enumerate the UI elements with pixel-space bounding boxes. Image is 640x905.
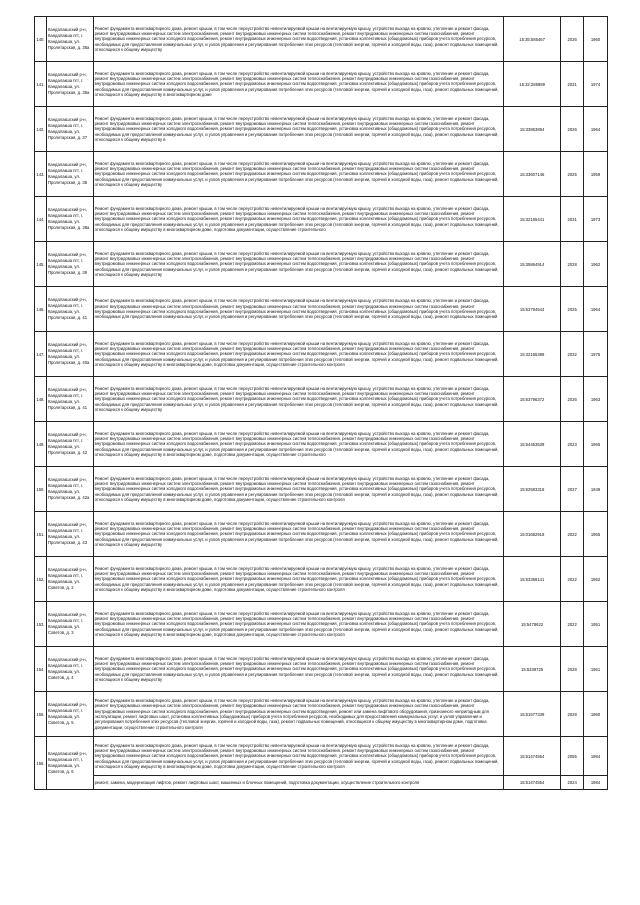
- row-cadastral-number: [503, 377, 560, 422]
- row-year-repair-text: 2022: [567, 576, 577, 582]
- row-cadastral-number: [503, 647, 560, 692]
- row-cadastral-number: [503, 776, 560, 790]
- row-address: Кандалакшский р-н, Кандалакша пгт, г. Кандалакша, ул. Советов, д. 6: [46, 737, 93, 790]
- row-year-built-text: 1965: [590, 441, 601, 447]
- row-cadastral-number: [503, 557, 560, 602]
- row-address: Кандалакшский р-н, Кандалакша пгт, г. Кандалакша, ул. Пролетарская, д. 35а: [46, 17, 93, 62]
- row-number: [35, 62, 47, 107]
- row-works: Ремонт фундамента многоквартирного дома, ремонт крыши, в том числе переустройство невентилируемой крыши на вентилируемую крышу, устройство выхода на кровлю, утепление и ремонт фасада, ремонт внутридомовых инженерных систем электроснабжения, ремонт внутридомовых инженерных систем теплоснабжения, ремонт внутридомовых инженерных систем газоснабжения, ремонт внутридомовых инженерных систем холодного водоснабжения, ремонт внутридомовых инженерных систем водоотведения, установка коллективных (общедомовых) приборов учета потребления ресурсов, необходимых для предоставления коммунальных услуг, и узлов управления и регулирования потребления этих ресурсов (тепловой энергии, горячей и холодной воды, газа), ремонт подвальных помещений, относящихся к общему имуществу в многоквартирном доме: [93, 62, 503, 107]
- row-year-repair: [561, 647, 584, 692]
- row-year-repair: [561, 467, 584, 512]
- table-row: [35, 17, 608, 62]
- row-works: Ремонт фундамента многоквартирного дома, ремонт крыши, в том числе переустройство невентилируемой крыши на вентилируемую крышу, устройство выхода на кровлю, утепление и ремонт фасада, ремонт внутридомовых инженерных систем электроснабжения, ремонт внутридомовых инженерных систем теплоснабжения, ремонт внутридомовых инженерных систем газоснабжения, ремонт внутридомовых инженерных систем холодного водоснабжения, ремонт внутридомовых инженерных систем водоотведения, установка коллективных (общедомовых) приборов учета потребления ресурсов, необходимых для предоставления коммунальных услуг, и узлов управления и регулирования потребления этих ресурсов (тепловой энергии, горячей и холодной воды, газа), ремонт подвальных помещений, относящихся к общему имуществу в многоквартирном доме, подготовка документации, осуществление строительного контроля: [93, 737, 503, 776]
- row-address: Кандалакшский р-н, Кандалакша пгт, г. Кандалакша, ул. Пролетарская, д. 41: [46, 287, 93, 332]
- row-number-text: 156.: [36, 760, 45, 766]
- row-year-built-text: 1961: [590, 666, 601, 672]
- table-row: [35, 287, 608, 332]
- row-year-repair-text: 2031: [567, 81, 577, 87]
- row-year-built: [584, 242, 608, 287]
- row-number: [35, 287, 47, 332]
- row-works: Ремонт фундамента многоквартирного дома, ремонт крыши, в том числе переустройство невентилируемой крыши на вентилируемую крышу, устройство выхода на кровлю, утепление и ремонт фасада, ремонт внутридомовых инженерных систем электроснабжения, ремонт внутридомовых инженерных систем теплоснабжения, ремонт внутридомовых инженерных систем газоснабжения, ремонт внутридомовых инженерных систем холодного водоснабжения, ремонт внутридомовых инженерных систем водоотведения, установка коллективных (общедомовых) приборов учета потребления ресурсов, необходимых для предоставления коммунальных услуг, и узлов управления и регулирования потребления этих ресурсов (тепловой энергии, горячей и холодной воды, газа), ремонт подвальных помещений, относящихся к общему имуществу: [93, 242, 503, 287]
- row-number: [35, 692, 47, 737]
- row-works: Ремонт фундамента многоквартирного дома, ремонт крыши, в том числе переустройство невентилируемой крыши на вентилируемую крышу, устройство выхода на кровлю, утепление и ремонт фасада, ремонт внутридомовых инженерных систем электроснабжения, ремонт внутридомовых инженерных систем теплоснабжения, ремонт внутридомовых инженерных систем газоснабжения, ремонт внутридомовых инженерных систем холодного водоснабжения, ремонт внутридомовых инженерных систем водоотведения, установка коллективных (общедомовых) приборов учета потребления ресурсов, необходимых для предоставления коммунальных услуг, и узлов управления и регулирования потребления этих ресурсов (тепловой энергии, горячей и холодной воды, газа), ремонт подвальных помещений, относящихся к общему имуществу в многоквартирном доме, подготовка документации, осуществление строительного контроля: [93, 557, 503, 602]
- row-works: Ремонт фундамента многоквартирного дома, ремонт крыши, в том числе переустройство невентилируемой крыши на вентилируемую крышу, устройство выхода на кровлю, утепление и ремонт фасада, ремонт внутридомовых инженерных систем электроснабжения, ремонт внутридомовых инженерных систем теплоснабжения, ремонт внутридомовых инженерных систем газоснабжения, ремонт внутридомовых инженерных систем холодного водоснабжения, ремонт внутридомовых инженерных систем водоотведения, установка коллективных (общедомовых) приборов учета потребления ресурсов, необходимых для предоставления коммунальных услуг, и узлов управления и регулирования потребления этих ресурсов (тепловой энергии, горячей и холодной воды, газа), ремонт подвальных помещений, относящихся к общему имуществу: [93, 377, 503, 422]
- row-works: ремонт, замена, модернизация лифтов, ремонт лифтовых шахт, машинных и блочных помещений, подготовка документации, осуществление строительного контроля: [93, 776, 503, 790]
- row-cadastral-number: [503, 62, 560, 107]
- row-number-text: 144.: [36, 216, 45, 222]
- row-year-built: [584, 557, 608, 602]
- row-year-built-text: 1960: [590, 711, 601, 717]
- row-year-built: [584, 647, 608, 692]
- table-row: [35, 512, 608, 557]
- row-year-repair: [561, 332, 584, 377]
- row-cadastral-number-text: 15:33863894: [519, 126, 545, 132]
- row-year-repair-text: 2025: [567, 171, 577, 177]
- row-year-repair-text: 2023: [567, 441, 577, 447]
- table-row: [35, 62, 608, 107]
- row-cadastral-number-text: 15:35:585467: [519, 36, 545, 42]
- row-year-repair: [561, 62, 584, 107]
- row-number-text: 142.: [36, 126, 45, 132]
- row-cadastral-number-text: 15:32165398: [519, 351, 545, 357]
- row-number-text: 151.: [36, 531, 45, 537]
- row-year-repair: [561, 737, 584, 776]
- table-row: [35, 737, 608, 776]
- row-year-repair-text: 2026: [567, 36, 577, 42]
- row-year-repair-text: 2028: [567, 711, 577, 717]
- row-cadastral-number: [503, 602, 560, 647]
- row-number-text: 140.: [36, 36, 45, 42]
- row-year-repair: [561, 776, 584, 790]
- capital-repair-register-table: [34, 16, 608, 790]
- row-year-built-text: 1949: [590, 486, 601, 492]
- row-number-text: 148.: [36, 396, 45, 402]
- row-number-text: 149.: [36, 441, 45, 447]
- table-row: [35, 692, 608, 737]
- row-cadastral-number: [503, 422, 560, 467]
- table-row: [35, 602, 608, 647]
- row-year-built: [584, 332, 608, 377]
- row-works: Ремонт фундамента многоквартирного дома, ремонт крыши, в том числе переустройство невентилируемой крыши на вентилируемую крышу, устройство выхода на кровлю, утепление и ремонт фасада, ремонт внутридомовых инженерных систем электроснабжения, ремонт внутридомовых инженерных систем теплоснабжения, ремонт внутридомовых инженерных систем газоснабжения, ремонт внутридомовых инженерных систем холодного водоснабжения, ремонт внутридомовых инженерных систем водоотведения, установка коллективных (общедомовых) приборов учета потребления ресурсов, необходимых для предоставления коммунальных услуг, и узлов управления и регулирования потребления этих ресурсов (тепловой энергии, горячей и холодной воды, газа), ремонт подвальных помещений, относящихся к общему имуществу в многоквартирном доме, подготовка документации, осуществление строительного контроля: [93, 467, 503, 512]
- row-year-repair-text: 2022: [567, 621, 577, 627]
- row-year-built-text: 1962: [590, 576, 601, 582]
- row-year-built: [584, 776, 608, 790]
- row-year-repair-text: 2026: [567, 126, 577, 132]
- row-address: Кандалакшский р-н, Кандалакша пгт, г. Кандалакша, ул. Пролетарская, д. 42а: [46, 467, 93, 512]
- row-cadastral-number-text: 15:32165441: [519, 216, 545, 222]
- row-year-repair: [561, 17, 584, 62]
- row-address: Кандалакшский р-н, Кандалакша пгт, г. Кандалакша, ул. Советов, д. 3: [46, 602, 93, 647]
- row-cadastral-number: [503, 692, 560, 737]
- table-row: [35, 107, 608, 152]
- row-year-built: [584, 467, 608, 512]
- row-works: Ремонт фундамента многоквартирного дома, ремонт крыши, в том числе переустройство невентилируемой крыши на вентилируемую крышу, устройство выхода на кровлю, утепление и ремонт фасада, ремонт внутридомовых инженерных систем электроснабжения, ремонт внутридомовых инженерных систем теплоснабжения, ремонт внутридомовых инженерных систем газоснабжения, ремонт внутридомовых инженерных систем холодного водоснабжения, ремонт внутридомовых инженерных систем водоотведения, установка коллективных (общедомовых) приборов учета потребления ресурсов, необходимых для предоставления коммунальных услуг, и узлов управления и регулирования потребления этих ресурсов (тепловой энергии, горячей и холодной воды, газа), ремонт подвальных помещений, относящихся к общему имуществу в многоквартирном доме, подготовка документации, осуществление строительного: [93, 197, 503, 242]
- row-address: Кандалакшский р-н, Кандалакша пгт, г. Кандалакша, ул. Пролетарская, д. 38а: [46, 197, 93, 242]
- row-year-built: [584, 152, 608, 197]
- row-works: Ремонт фундамента многоквартирного дома, ремонт крыши, в том числе переустройство невентилируемой крыши на вентилируемую крышу, устройство выхода на кровлю, утепление и ремонт фасада, ремонт внутридомовых инженерных систем электроснабжения, ремонт внутридомовых инженерных систем теплоснабжения, ремонт внутридомовых инженерных систем газоснабжения, ремонт внутридомовых инженерных систем холодного водоснабжения, ремонт внутридомовых инженерных систем водоотведения, установка коллективных (общедомовых) приборов учета потребления ресурсов, необходимых для предоставления коммунальных услуг, и узлов управления и регулирования потребления этих ресурсов (тепловой энергии, горячей и холодной воды, газа), ремонт подвальных помещений, относящихся к общему имуществу: [93, 17, 503, 62]
- row-number-text: 145.: [36, 261, 45, 267]
- row-cadastral-number-text: 15:33607146: [519, 171, 545, 177]
- row-year-built: [584, 62, 608, 107]
- row-year-built-text: 1962: [590, 261, 601, 267]
- row-year-built-text: 1963: [590, 396, 601, 402]
- row-number: [35, 242, 47, 287]
- row-address: Кандалакшский р-н, Кандалакша пгт, г. Кандалакша, ул. Пролетарская, д. 42: [46, 422, 93, 467]
- row-cadastral-number: [503, 512, 560, 557]
- row-number-text: 146.: [36, 306, 45, 312]
- row-cadastral-number-text: 15:51474554: [519, 753, 545, 759]
- row-year-repair: [561, 602, 584, 647]
- row-year-built-text: 1975: [590, 351, 601, 357]
- row-number: [35, 377, 47, 422]
- row-year-repair-text: 2028: [567, 666, 577, 672]
- row-year-repair: [561, 557, 584, 602]
- row-number-text: 141.: [36, 81, 45, 87]
- row-address: Кандалакшский р-н, Кандалакша пгт, г. Кандалакша, ул. Пролетарская, д. 37: [46, 107, 93, 152]
- table-row: [35, 776, 608, 790]
- row-number: [35, 197, 47, 242]
- row-year-built: [584, 197, 608, 242]
- row-number: [35, 107, 47, 152]
- row-number-text: 147.: [36, 351, 45, 357]
- row-number-text: 143.: [36, 171, 45, 177]
- row-year-repair-text: 2026: [567, 396, 577, 402]
- row-number: [35, 737, 47, 790]
- row-cadastral-number-text: 15:35864914: [519, 261, 545, 267]
- row-year-repair: [561, 152, 584, 197]
- row-cadastral-number-text: 15:63796372: [519, 396, 545, 402]
- row-year-built-text: 1960: [590, 36, 601, 42]
- row-address: Кандалакшский р-н, Кандалакша пгт, г. Кандалакша, ул. Пролетарская, д. 41: [46, 377, 93, 422]
- row-works: Ремонт фундамента многоквартирного дома, ремонт крыши, в том числе переустройство невентилируемой крыши на вентилируемую крышу, устройство выхода на кровлю, утепление и ремонт фасада, ремонт внутридомовых инженерных систем электроснабжения, ремонт внутридомовых инженерных систем теплоснабжения, ремонт внутридомовых инженерных систем газоснабжения, ремонт внутридомовых инженерных систем холодного водоснабжения, ремонт внутридомовых инженерных систем водоотведения, установка коллективных (общедомовых) приборов учета потребления ресурсов, необходимых для предоставления коммунальных услуг, и узлов управления и регулирования потребления этих ресурсов (тепловой энергии, горячей и холодной воды, газа), ремонт подвальных помещений: [93, 287, 503, 332]
- row-cadastral-number-text: 15:53368141: [519, 576, 545, 582]
- row-address: Кандалакшский р-н, Кандалакша пгт, г. Кандалакша, ул. Советов, д. 5: [46, 692, 93, 737]
- row-year-built: [584, 602, 608, 647]
- row-year-repair-text: 2028: [567, 261, 577, 267]
- row-cadastral-number: [503, 332, 560, 377]
- row-number-text: 152.: [36, 576, 45, 582]
- row-number: [35, 332, 47, 377]
- row-year-repair: [561, 377, 584, 422]
- row-cadastral-number-text: 15:01682918: [519, 531, 545, 537]
- row-number: [35, 647, 47, 692]
- row-address: Кандалакшский р-н, Кандалакша пгт, г. Кандалакша, ул. Пролетарская, д. 38: [46, 152, 93, 197]
- row-cadastral-number-text: 15:5478622: [521, 621, 544, 627]
- row-cadastral-number: [503, 737, 560, 776]
- row-cadastral-number-text: 15:54453539: [519, 441, 545, 447]
- table-row: [35, 377, 608, 422]
- row-works: Ремонт фундамента многоквартирного дома, ремонт крыши, в том числе переустройство невентилируемой крыши на вентилируемую крышу, устройство выхода на кровлю, утепление и ремонт фасада, ремонт внутридомовых инженерных систем электроснабжения, ремонт внутридомовых инженерных систем теплоснабжения, ремонт внутридомовых инженерных систем газоснабжения, ремонт внутридомовых инженерных систем холодного водоснабжения, ремонт внутридомовых инженерных систем водоотведения, установка коллективных (общедомовых) приборов учета потребления ресурсов, необходимых для предоставления коммунальных услуг, и узлов управления и регулирования потребления этих ресурсов (тепловой энергии, горячей и холодной воды, газа), ремонт подвальных помещений, относящихся к общему имуществу: [93, 647, 503, 692]
- table-row: [35, 332, 608, 377]
- row-works: Ремонт фундамента многоквартирного дома, ремонт крыши, в том числе переустройство невентилируемой крыши на вентилируемую крышу, устройство выхода на кровлю, утепление и ремонт фасада, ремонт внутридомовых инженерных систем электроснабжения, ремонт внутридомовых инженерных систем теплоснабжения, ремонт внутридомовых инженерных систем газоснабжения, ремонт внутридомовых инженерных систем холодного водоснабжения, ремонт внутридомовых инженерных систем водоотведения, установка коллективных (общедомовых) приборов учета потребления ресурсов, необходимых для предоставления коммунальных услуг, и узлов управления и регулирования потребления этих ресурсов (тепловой энергии, горячей и холодной воды, газа), ремонт подвальных помещений, относящихся к общему имуществу в: [93, 107, 503, 152]
- row-year-built: [584, 377, 608, 422]
- row-year-built: [584, 107, 608, 152]
- row-cadastral-number: [503, 242, 560, 287]
- row-year-built-text: 1984: [590, 780, 601, 785]
- row-number-text: 155.: [36, 711, 45, 717]
- row-works: Ремонт фундамента многоквартирного дома, ремонт крыши, в том числе переустройство невентилируемой крыши на вентилируемую крышу, устройство выхода на кровлю, утепление и ремонт фасада, ремонт внутридомовых инженерных систем электроснабжения, ремонт внутридомовых инженерных систем теплоснабжения, ремонт внутридомовых инженерных систем газоснабжения, ремонт внутридомовых инженерных систем холодного водоснабжения, ремонт внутридомовых инженерных систем водоотведения, установка коллективных (общедомовых) приборов учета потребления ресурсов, необходимых для предоставления коммунальных услуг, и узлов управления и регулирования потребления этих ресурсов (тепловой энергии, горячей и холодной воды, газа), ремонт подвальных помещений, относящихся к общему имуществу в многоквартирном доме, подготовка документации, осуществление строительного контроля: [93, 332, 503, 377]
- row-year-built-text: 1984: [590, 753, 601, 759]
- row-address: Кандалакшский р-н, Кандалакша пгт, г. Кандалакша, ул. Пролетарская, д. 39: [46, 242, 93, 287]
- row-year-built: [584, 737, 608, 776]
- row-year-built-text: 1964: [590, 126, 601, 132]
- row-year-repair-text: 2055: [567, 753, 577, 759]
- row-year-repair-text: 2031: [567, 216, 577, 222]
- row-year-repair: [561, 242, 584, 287]
- row-year-repair: [561, 422, 584, 467]
- table-row: [35, 152, 608, 197]
- row-address: Кандалакшский р-н, Кандалакша пгт, г. Кандалакша, ул. Советов, д. 2: [46, 557, 93, 602]
- row-year-built: [584, 17, 608, 62]
- row-year-built-text: 1973: [590, 216, 601, 222]
- row-cadastral-number: [503, 197, 560, 242]
- table-row: [35, 647, 608, 692]
- row-year-repair-text: 2027: [567, 486, 577, 492]
- row-cadastral-number: [503, 287, 560, 332]
- row-year-built: [584, 512, 608, 557]
- row-year-repair: [561, 197, 584, 242]
- row-address: Кандалакшский р-н, Кандалакша пгт, г. Кандалакша, ул. Пролетарская, д. 43: [46, 512, 93, 557]
- row-number-text: 154.: [36, 666, 45, 672]
- row-address: Кандалакшский р-н, Кандалакша пгт, г. Кандалакша, ул. Пролетарская, д. 36а: [46, 62, 93, 107]
- row-year-repair-text: 2025: [567, 306, 577, 312]
- row-number-text: 150.: [36, 486, 45, 492]
- register-table-body: [35, 17, 608, 790]
- row-works: Ремонт фундамента многоквартирного дома, ремонт крыши, в том числе переустройство невентилируемой крыши на вентилируемую крышу, устройство выхода на кровлю, утепление и ремонт фасада, ремонт внутридомовых инженерных систем электроснабжения, ремонт внутридомовых инженерных систем теплоснабжения, ремонт внутридомовых инженерных систем газоснабжения, ремонт внутридомовых инженерных систем холодного водоснабжения, ремонт внутридомовых инженерных систем водоотведения, установка коллективных (общедомовых) приборов учета потребления ресурсов, необходимых для предоставления коммунальных услуг, и узлов управления и регулирования потребления этих ресурсов (тепловой энергии, горячей и холодной воды, газа), ремонт подвальных помещений, относящихся к общему имуществу: [93, 152, 503, 197]
- row-works: Ремонт фундамента многоквартирного дома, ремонт крыши, в том числе переустройство невентилируемой крыши на вентилируемую крышу, устройство выхода на кровлю, утепление и ремонт фасада, ремонт внутридомовых инженерных систем электроснабжения, ремонт внутридомовых инженерных систем теплоснабжения, ремонт внутридомовых инженерных систем газоснабжения, ремонт внутридомовых инженерных систем холодного водоснабжения, ремонт внутридомовых инженерных систем водоотведения, установка коллективных (общедомовых) приборов учета потребления ресурсов, необходимых для предоставления коммунальных услуг, и узлов управления и регулирования потребления этих ресурсов (тепловой энергии, горячей и холодной воды, газа), ремонт подвальных помещений, относящихся к общему имуществу в многоквартирном доме, подготовка документации, осуществление строительного: [93, 422, 503, 467]
- table-row: [35, 197, 608, 242]
- table-row: [35, 242, 608, 287]
- row-number: [35, 17, 47, 62]
- row-year-repair-text: 2022: [567, 531, 577, 537]
- row-number: [35, 467, 47, 512]
- row-number: [35, 152, 47, 197]
- row-address: Кандалакшский р-н, Кандалакша пгт, г. Кандалакша, ул. Советов, д. 4: [46, 647, 93, 692]
- row-number: [35, 602, 47, 647]
- row-cadastral-number: [503, 467, 560, 512]
- row-year-repair: [561, 512, 584, 557]
- row-year-repair: [561, 107, 584, 152]
- row-cadastral-number: [503, 107, 560, 152]
- row-address: Кандалакшский р-н, Кандалакша пгт, г. Кандалакша, ул. Пролетарская, д. 40а: [46, 332, 93, 377]
- row-number: [35, 512, 47, 557]
- row-cadastral-number: [503, 17, 560, 62]
- row-year-repair-text: 2024: [567, 780, 577, 785]
- row-works: Ремонт фундамента многоквартирного дома, ремонт крыши, в том числе переустройство невентилируемой крыши на вентилируемую крышу, устройство выхода на кровлю, утепление и ремонт фасада, ремонт внутридомовых инженерных систем электроснабжения, ремонт внутридомовых инженерных систем теплоснабжения, ремонт внутридомовых инженерных систем газоснабжения, ремонт внутридомовых инженерных систем холодного водоснабжения, ремонт внутридомовых инженерных систем водоотведения, ремонт или замена лифтового оборудования, признанного непригодным для эксплуатации, ремонт лифтовых шахт, установка коллективных (общедомовых) приборов учета потребления ресурсов, необходимых для предоставления коммунальных услуг, и узлов управления и регулирования потребления этих ресурсов (тепловой энергии, горячей и холодной воды, газа), ремонт подвальных помещений, относящихся к общему имуществу в многоквартирном доме, подготовка документации, осуществление строительного контроля: [93, 692, 503, 737]
- row-year-repair: [561, 692, 584, 737]
- row-year-built-text: 1951: [590, 621, 601, 627]
- row-year-built-text: 1965: [590, 531, 601, 537]
- table-row: [35, 467, 608, 512]
- row-cadastral-number: [503, 152, 560, 197]
- row-number: [35, 422, 47, 467]
- row-works: Ремонт фундамента многоквартирного дома, ремонт крыши, в том числе переустройство невентилируемой крыши на вентилируемую крышу, устройство выхода на кровлю, утепление и ремонт фасада, ремонт внутридомовых инженерных систем электроснабжения, ремонт внутридомовых инженерных систем теплоснабжения, ремонт внутридомовых инженерных систем газоснабжения, ремонт внутридомовых инженерных систем холодного водоснабжения, ремонт внутридомовых инженерных систем водоотведения, установка коллективных (общедомовых) приборов учета потребления ресурсов, необходимых для предоставления коммунальных услуг, и узлов управления и регулирования потребления этих ресурсов (тепловой энергии, горячей и холодной воды, газа), ремонт подвальных помещений, относящихся к общему имуществу в многоквартирном доме, подготовка документации, осуществление строительного контроля: [93, 602, 503, 647]
- row-cadastral-number-text: 15:53794544: [519, 306, 545, 312]
- row-cadastral-number-text: 15:62583316: [519, 486, 545, 492]
- table-row: [35, 557, 608, 602]
- row-year-repair: [561, 287, 584, 332]
- row-year-built: [584, 287, 608, 332]
- row-works: Ремонт фундамента многоквартирного дома, ремонт крыши, в том числе переустройство невентилируемой крыши на вентилируемую крышу, устройство выхода на кровлю, утепление и ремонт фасада, ремонт внутридомовых инженерных систем электроснабжения, ремонт внутридомовых инженерных систем теплоснабжения, ремонт внутридомовых инженерных систем газоснабжения, ремонт внутридомовых инженерных систем холодного водоснабжения, ремонт внутридомовых инженерных систем водоотведения, установка коллективных (общедомовых) приборов учета потребления ресурсов, необходимых для предоставления коммунальных услуг, и узлов управления и регулирования потребления этих ресурсов (тепловой энергии, горячей и холодной воды, газа), ремонт подвальных помещений, относящихся к общему имуществу: [93, 512, 503, 557]
- row-year-built: [584, 692, 608, 737]
- row-year-built-text: 1974: [590, 81, 601, 87]
- row-cadastral-number-text: 15:51474554: [519, 780, 545, 785]
- row-cadastral-number-text: 15:51577339: [519, 711, 545, 717]
- row-year-built: [584, 422, 608, 467]
- table-row: [35, 422, 608, 467]
- row-year-built-text: 1964: [590, 306, 601, 312]
- row-year-built-text: 1959: [590, 171, 601, 177]
- row-number: [35, 557, 47, 602]
- row-number-text: 153.: [36, 621, 45, 627]
- row-year-repair-text: 2032: [567, 351, 577, 357]
- row-cadastral-number-text: 15:5339725: [521, 666, 544, 672]
- row-cadastral-number-text: 15:32:285989: [519, 81, 545, 87]
